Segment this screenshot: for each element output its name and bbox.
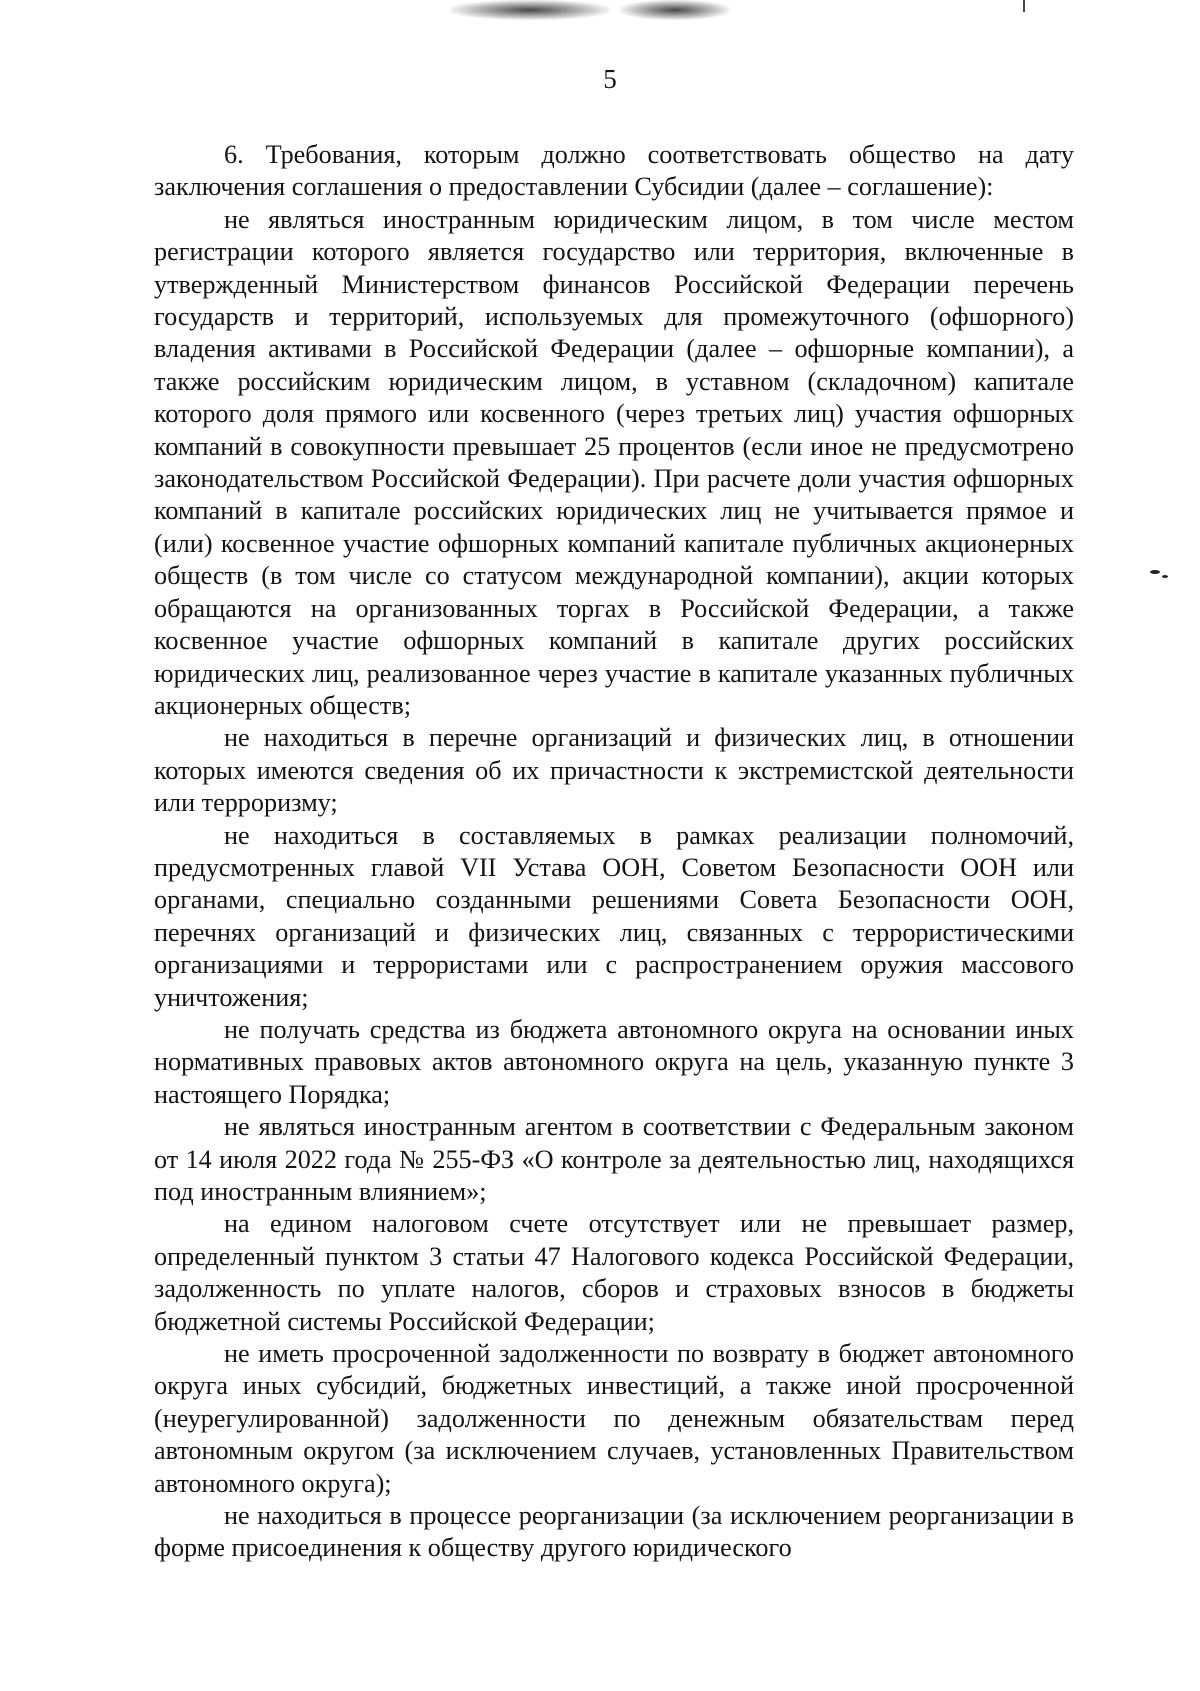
scan-artifact-top-left <box>450 0 610 20</box>
scan-artifact-dot <box>1162 575 1168 578</box>
document-body <box>154 139 1074 1565</box>
paragraph: не являться иностранным агентом в соответствии с Федеральным законом от 14 июля 2022 года № 255-ФЗ «О контроле за деятельностью лиц, находящихся под иностранным влиянием»; <box>154 1112 1074 1206</box>
scan-artifact-dot <box>1150 570 1160 574</box>
paragraph: не находиться в перечне организаций и физических лиц, в отношении которых имеются сведения об их причастности к экстремистской деятельности или терроризму; <box>154 723 1074 818</box>
paragraph: не находиться в процессе реорганизации (за исключением реорганизации в форме присоединения к обществу другого юридического <box>154 1501 1074 1563</box>
paragraph: не являться иностранным юридическим лицом, в том числе местом регистрации которого является государство или территория, включенные в утвержденный Министерством финансов Российской Федерации перечень государств и территорий, используемых для промежуточного (офшорного) владения активами в Российской Федерации (далее – офшорные компании), а также российским юридическим лицом, в уставном (складочном) капитале которого доля прямого или косвенного (через третьих лиц) участия офшорных компаний в совокупности превышает 25 процентов (если иное не предусмотрено законодательством Российской Федерации). При расчете доли участия офшорных компаний в капитале российских юридических лиц не учитывается прямое и (или) косвенное участие офшорных компаний капитале публичных акционерных обществ (в том числе со статусом международной компании), акции которых обращаются на организованных торгах в Российской Федерации, а также косвенное участие офшорных компаний в капитале других российских юридических лиц, реализованное через участие в капитале указанных публичных акционерных обществ; <box>154 204 1074 720</box>
page-number: 5 <box>603 64 617 94</box>
paragraph: не иметь просроченной задолженности по возврату в бюджет автономного округа иных субсидий, бюджетных инвестиций, а также иной просроченной (неурегулированной) задолженности по денежным обязательствам перед автономным округом (за исключением случаев, установленных Правительством автономного округа); <box>154 1339 1074 1498</box>
paragraph: на едином налоговом счете отсутствует или не превышает размер, определенный пунктом 3 статьи 47 Налогового кодекса Российской Федерации, задолженность по уплате налогов, сборов и страховых взносов в бюджеты бюджетной системы Российской Федерации; <box>154 1209 1074 1336</box>
paragraph: не получать средства из бюджета автономного округа на основании иных нормативных правовых актов автономного округа на цель, указанную пункте 3 настоящего Порядка; <box>154 1014 1074 1109</box>
paragraph: не находиться в составляемых в рамках реализации полномочий, предусмотренных главой VII Устава ООН, Советом Безопасности ООН или органами, специально созданными решениями Совета Безопасности ООН, перечнях организаций и физических лиц, связанных с террористическими организациями и террористами или с распространением оружия массового уничтожения; <box>154 820 1074 1012</box>
scan-artifact-edge <box>1023 0 1025 12</box>
paragraph: 6. Требования, которым должно соответствовать общество на дату заключения соглашения о предоставлении Субсидии (далее – соглашение): <box>154 140 1074 202</box>
scan-artifact-top-right <box>620 0 730 20</box>
